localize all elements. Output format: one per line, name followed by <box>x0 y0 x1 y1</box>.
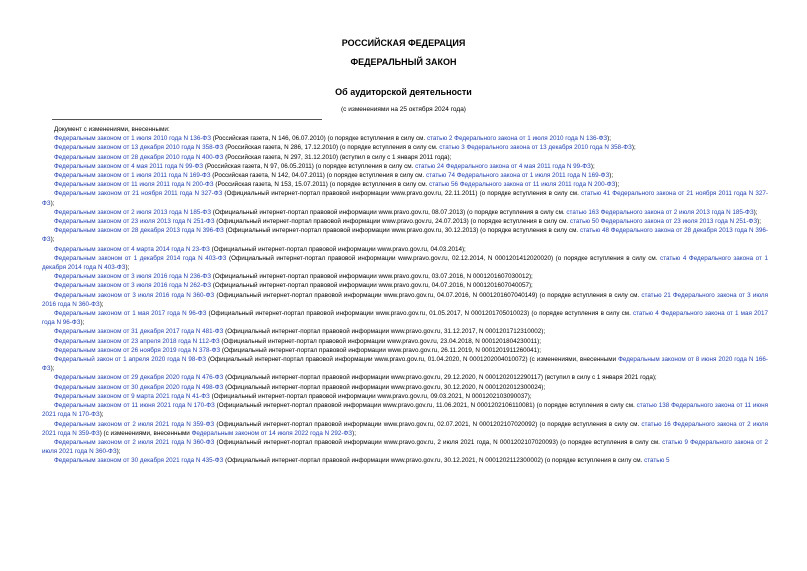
law-link[interactable]: статью 4 Федерального закона от 1 декабря 2014 года N 403-ФЗ <box>42 254 769 272</box>
amendment-text: (Российская газета, N 286, 17.12.2010) (о порядке вступления в силу см. <box>223 144 440 152</box>
law-link[interactable]: статью 3 Федерального закона от 13 декабря 2010 года N 358-ФЗ <box>439 144 632 152</box>
law-link[interactable]: статью 56 Федерального закона от 11 июля 2011 года N 200-ФЗ <box>429 181 616 189</box>
law-link[interactable]: Федеральным законом от 4 марта 2014 года N 23-ФЗ <box>54 245 210 253</box>
law-link[interactable]: статью 138 Федерального закона от 11 июня 2021 года N 170-ФЗ <box>42 402 769 419</box>
amendment-text: (Российская газета, N 297, 31.12.2010) (вступил в силу с 1 января 2011 года); <box>223 153 452 161</box>
law-link[interactable]: Федеральным законом от 1 июля 2010 года N 136-ФЗ <box>54 135 212 143</box>
amendment-text: (Официальный интернет-портал правовой информации www.pravo.gov.ru, 30.12.2020, N 0001202012300024); <box>223 383 546 391</box>
country-heading: РОССИЙСКАЯ ФЕДЕРАЦИЯ <box>341 38 466 48</box>
law-link[interactable]: Федеральным законом от 21 ноября 2011 года N 327-ФЗ <box>54 190 223 198</box>
document-subtitle: (с изменениями на 25 октября 2024 года) <box>341 106 466 113</box>
law-link[interactable]: статью 163 Федерального закона от 2 июля 2013 года N 185-ФЗ <box>566 208 754 216</box>
amendment-text: (Официальный интернет-портал правовой информации www.pravo.gov.ru, 01.04.2020, N 0001202004010072) (с изменениями, внесенными <box>206 356 619 364</box>
amendment-item <box>42 327 768 336</box>
law-link[interactable]: Федеральным законом от 11 июля 2011 года N 200-ФЗ <box>54 181 214 189</box>
amendment-item <box>42 392 768 401</box>
amendment-text: (Официальный интернет-портал правовой информации www.pravo.gov.ru, 02.12.2014, N 0001201412020020) (о порядке вступления в силу см. <box>226 254 661 262</box>
law-link[interactable]: Федеральным законом от 4 мая 2011 года N 99-ФЗ <box>54 162 204 170</box>
amendment-item <box>42 309 768 327</box>
law-link[interactable]: Федеральным законом от 23 июля 2013 года N 251-ФЗ <box>54 218 215 226</box>
law-link[interactable]: статью 4 Федерального закона от 1 мая 2017 года N 96-ФЗ <box>42 310 768 327</box>
amendment-text: (Официальный интернет-портал правовой информации www.pravo.gov.ru, 02.07.2021, N 0001202107020092) (о порядке вступления в силу см. <box>214 420 642 428</box>
amendment-item <box>42 153 768 162</box>
amendment-text: ); <box>80 319 85 327</box>
law-link[interactable]: Федеральным законом от 30 декабря 2021 года N 435-ФЗ <box>54 457 224 465</box>
law-link[interactable]: Федеральным законом от 13 декабря 2010 года N 358-ФЗ <box>54 144 224 152</box>
law-link[interactable]: статью 21 Федерального закона от 3 июля 2016 года N 360-ФЗ <box>42 291 769 308</box>
law-link[interactable]: Федеральный закон от 1 апреля 2020 года N 98-ФЗ <box>54 356 207 364</box>
amendment-item <box>42 254 768 272</box>
separator-rule <box>52 119 322 120</box>
law-link[interactable]: Федеральным законом от 2 июля 2021 года N 360-ФЗ <box>54 438 215 446</box>
law-link[interactable]: статью 41 Федерального закона от 21 ноября 2011 года N 327-ФЗ <box>42 190 768 207</box>
amendment-text: ); <box>615 181 620 189</box>
amendment-text: (Официальный интернет-портал правовой информации www.pravo.gov.ru, 26.11.2019, N 0001201911260041); <box>220 346 542 354</box>
amendment-item <box>42 162 768 171</box>
law-link[interactable]: Федеральным законом от 23 апреля 2018 года N 112-ФЗ <box>54 337 220 345</box>
document-type-heading: ФЕДЕРАЛЬНЫЙ ЗАКОН <box>350 57 457 67</box>
amendment-text: ); <box>50 236 55 244</box>
law-link[interactable]: статью 24 Федерального закона от 4 мая 2011 года N 99-ФЗ <box>415 162 591 170</box>
law-link[interactable]: статью 74 Федерального закона от 1 июля 2011 года N 169-ФЗ <box>426 172 610 180</box>
amendment-item <box>42 346 768 355</box>
amendment-text: ); <box>116 448 121 456</box>
amendment-text: (Российская газета, N 153, 15.07.2011) (о порядке вступления в силу см. <box>213 181 430 189</box>
law-link[interactable]: Федеральным законом от 14 июля 2022 года N 292-ФЗ <box>191 429 353 437</box>
law-link[interactable]: Федеральным законом от 2 июля 2021 года N 359-ФЗ <box>54 420 215 428</box>
amendment-text: (Официальный интернет-портал правовой информации www.pravo.gov.ru, 30.12.2021, N 0001202112300002) (о порядке вступления в силу см. <box>223 457 645 465</box>
law-link[interactable]: Федеральным законом от 3 июля 2016 года N 262-ФЗ <box>54 282 212 290</box>
amendment-text: (Официальный интернет-портал правовой информации www.pravo.gov.ru, 04.07.2016, N 0001201607040057); <box>211 282 533 290</box>
amendment-text: (Официальный интернет-портал правовой информации www.pravo.gov.ru, 2 июля 2021 года, N 0001202107020093) (о порядке вступления в силу см. <box>214 438 663 446</box>
amendment-item <box>42 456 768 465</box>
amendment-text: ); <box>607 135 612 143</box>
amendment-text: (Российская газета, N 142, 04.07.2011) (о порядке вступления в силу см. <box>210 172 427 180</box>
law-link[interactable]: Федеральным законом от 29 декабря 2020 года N 476-ФЗ <box>54 374 224 382</box>
amendment-item <box>42 208 768 217</box>
law-link[interactable]: статью 9 Федерального закона от 2 июля 2021 года N 360-ФЗ <box>42 438 768 456</box>
amendment-item <box>42 143 768 152</box>
amendment-item <box>42 383 768 392</box>
law-link[interactable]: Федеральным законом от 11 июня 2021 года N 170-ФЗ <box>54 402 215 410</box>
amendment-text: ); <box>609 172 614 180</box>
amendment-item <box>42 281 768 290</box>
amendment-text: ); <box>753 208 758 216</box>
law-link[interactable]: Федеральным законом от 9 марта 2021 года N 41-ФЗ <box>54 392 210 400</box>
amendment-text: (Официальный интернет-портал правовой информации www.pravo.gov.ru, 22.11.2011) (о порядке вступления в силу см. <box>222 190 581 198</box>
amendment-text: (Российская газета, N 146, 06.07.2010) (о порядке вступления в силу см. <box>211 135 427 143</box>
amendment-text: ); <box>590 162 595 170</box>
amendments-list <box>42 125 768 466</box>
law-link[interactable]: Федеральным законом от 2 июля 2013 года N 185-ФЗ <box>54 208 212 216</box>
amendment-text: ); <box>631 144 636 152</box>
amendment-item <box>42 438 768 456</box>
amendment-text: (Официальный интернет-портал правовой информации www.pravo.gov.ru, 04.03.2014); <box>209 245 466 253</box>
law-link[interactable]: статью 50 Федерального закона от 23 июля 2013 года N 251-ФЗ <box>569 218 758 226</box>
law-link[interactable]: Федеральным законом от 3 июля 2016 года N 360-ФЗ <box>54 291 215 299</box>
law-link[interactable]: Федеральным законом от 1 мая 2017 года N 96-ФЗ <box>54 310 207 318</box>
amendment-text: ); <box>352 429 356 437</box>
amendment-text: (Официальный интернет-портал правовой информации www.pravo.gov.ru, 09.03.2021, N 0001202103090037); <box>209 392 532 400</box>
law-link[interactable]: статью 16 Федерального закона от 2 июля 2021 года N 359-ФЗ <box>42 420 769 437</box>
amendment-item <box>42 337 768 346</box>
amendment-text: ); <box>125 264 130 272</box>
amendment-text: (Официальный интернет-портал правовой информации www.pravo.gov.ru, 23.04.2018, N 0001201804230011); <box>219 337 541 345</box>
amendment-item <box>42 355 768 373</box>
law-link[interactable]: Федеральным законом от 8 июня 2020 года N 166-ФЗ <box>42 356 768 373</box>
amendment-item <box>42 401 768 419</box>
amendment-text: ); <box>99 300 104 308</box>
amendment-item <box>42 226 768 244</box>
amendment-text: ); <box>50 199 55 207</box>
amendment-item <box>42 171 768 180</box>
amendment-item <box>42 291 768 309</box>
amendment-item <box>42 272 768 281</box>
amendment-text: ); <box>50 365 55 373</box>
amendment-item <box>42 134 768 143</box>
amendment-item <box>42 245 768 254</box>
law-link[interactable]: статью 5 <box>644 457 670 465</box>
amendment-text: ) (с изменениями, внесенными <box>99 429 192 437</box>
amendment-text: ); <box>757 218 761 226</box>
amendment-item <box>42 180 768 189</box>
document-title: Об аудиторской деятельности <box>335 87 472 97</box>
law-link[interactable]: Федеральным законом от 31 декабря 2017 года N 481-ФЗ <box>54 328 224 336</box>
amendment-item <box>42 373 768 382</box>
law-link[interactable]: Федеральным законом от 30 декабря 2020 года N 498-ФЗ <box>54 383 224 391</box>
amendment-text: (Официальный интернет-портал правовой информации www.pravo.gov.ru, 29.12.2020, N 0001202012290117) (вступил в силу с 1 января 2021 года); <box>223 374 657 382</box>
amendment-text: (Официальный интернет-портал правовой информации www.pravo.gov.ru, 30.12.2013) (о порядке вступления в силу см. <box>223 227 580 235</box>
amendment-text: (Официальный интернет-портал правовой информации www.pravo.gov.ru, 01.05.2017, N 0001201705010023) (о порядке вступления в силу см. <box>206 310 633 318</box>
amendments-intro: Документ с изменениями, внесенными: <box>54 126 170 133</box>
amendment-item <box>42 217 768 226</box>
law-link[interactable]: статью 2 Федерального закона от 1 июля 2010 года N 136-ФЗ <box>426 135 608 143</box>
amendments-items <box>42 134 768 465</box>
law-link[interactable]: Федеральным законом от 1 декабря 2014 года N 403-ФЗ <box>54 254 227 262</box>
amendment-text: ); <box>99 411 104 419</box>
amendment-item <box>42 420 768 438</box>
law-link[interactable]: Федеральным законом от 3 июля 2016 года N 236-ФЗ <box>54 273 212 281</box>
amendment-text: (Официальный интернет-портал правовой информации www.pravo.gov.ru, 11.06.2021, N 0001202106110081) (о порядке вступления в силу см. <box>214 402 637 410</box>
law-link[interactable]: Федеральным законом от 28 декабря 2013 года N 396-ФЗ <box>54 227 224 235</box>
amendment-text: (Официальный интернет-портал правовой информации www.pravo.gov.ru, 04.07.2016, N 0001201607040149) (о порядке вступления в силу см. <box>214 291 642 299</box>
amendment-text: (Официальный интернет-портал правовой информации www.pravo.gov.ru, 03.07.2016, N 0001201607030012); <box>211 273 533 281</box>
law-link[interactable]: Федеральным законом от 28 декабря 2010 года N 400-ФЗ <box>54 153 224 161</box>
law-link[interactable]: статью 48 Федерального закона от 28 декабря 2013 года N 396-ФЗ <box>42 227 769 244</box>
amendment-item <box>42 189 768 207</box>
amendment-text: (Российская газета, N 97, 06.05.2011) (о порядке вступления в силу см. <box>203 162 416 170</box>
amendment-text: (Официальный интернет-портал правовой информации www.pravo.gov.ru, 31.12.2017, N 0001201712310002); <box>223 328 546 336</box>
law-link[interactable]: Федеральным законом от 1 июля 2011 года N 169-ФЗ <box>54 172 211 180</box>
amendment-text: (Официальный интернет-портал правовой информации www.pravo.gov.ru, 08.07.2013) (о порядке вступления в силу см. <box>211 208 567 216</box>
amendment-text: (Официальный интернет-портал правовой информации www.pravo.gov.ru, 24.07.2013) (о порядке вступления в силу см. <box>214 218 570 226</box>
law-link[interactable]: Федеральным законом от 26 ноября 2019 года N 378-ФЗ <box>54 346 221 354</box>
